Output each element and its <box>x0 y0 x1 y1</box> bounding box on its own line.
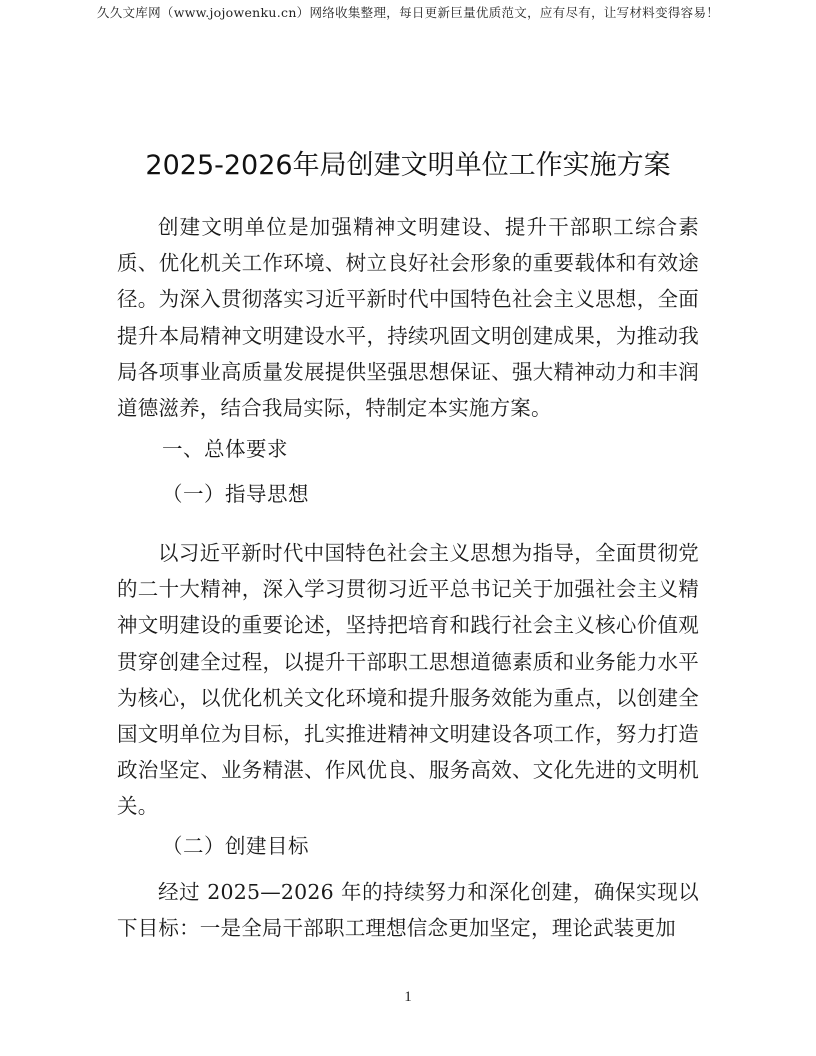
creation-goals-paragraph: 经过 2025—2026 年的持续努力和深化创建，确保实现以下目标：一是全局干部职工理想信念更加坚定，理论武装更加 <box>117 880 699 941</box>
intro-paragraph: 创建文明单位是加强精神文明建设、提升干部职工综合素质、优化机关工作环境、树立良好社会形象的重要载体和有效途径。为深入贯彻落实习近平新时代中国特色社会主义思想，全面提升本局精神文明建设水平，持续巩固文明创建成果，为推动我局各项事业高质量发展提供坚强思想保证、强大精神动力和丰润道德滋养，结合我局实际，特制定本实施方案。 <box>117 215 699 421</box>
page-number: 1 <box>404 989 412 1005</box>
section-heading-general-requirements: 一、总体要求 <box>162 437 288 461</box>
document-title: 2025-2026年局创建文明单位工作实施方案 <box>145 150 671 181</box>
subsection-heading-creation-goals: （二）创建目标 <box>162 834 309 858</box>
watermark-header: 久久文库网（www.jojowenku.cn）网络收集整理，每日更新巨量优质范文，应有尽有，让写材料变得容易！ <box>96 5 720 20</box>
guiding-ideology-paragraph: 以习近平新时代中国特色社会主义思想为指导，全面贯彻党的二十大精神，深入学习贯彻习近平总书记关于加强社会主义精神文明建设的重要论述，坚持把培育和践行社会主义核心价值观贯穿创建全过程，以提升干部职工思想道德素质和业务能力水平为核心，以优化机关文化环境和提升服务效能为重点，以创建全国文明单位为目标，扎实推进精神文明建设各项工作，努力打造政治坚定、业务精湛、作风优良、服务高效、文化先进的文明机关。 <box>117 541 699 819</box>
subsection-heading-guiding-ideology: （一）指导思想 <box>162 482 309 506</box>
